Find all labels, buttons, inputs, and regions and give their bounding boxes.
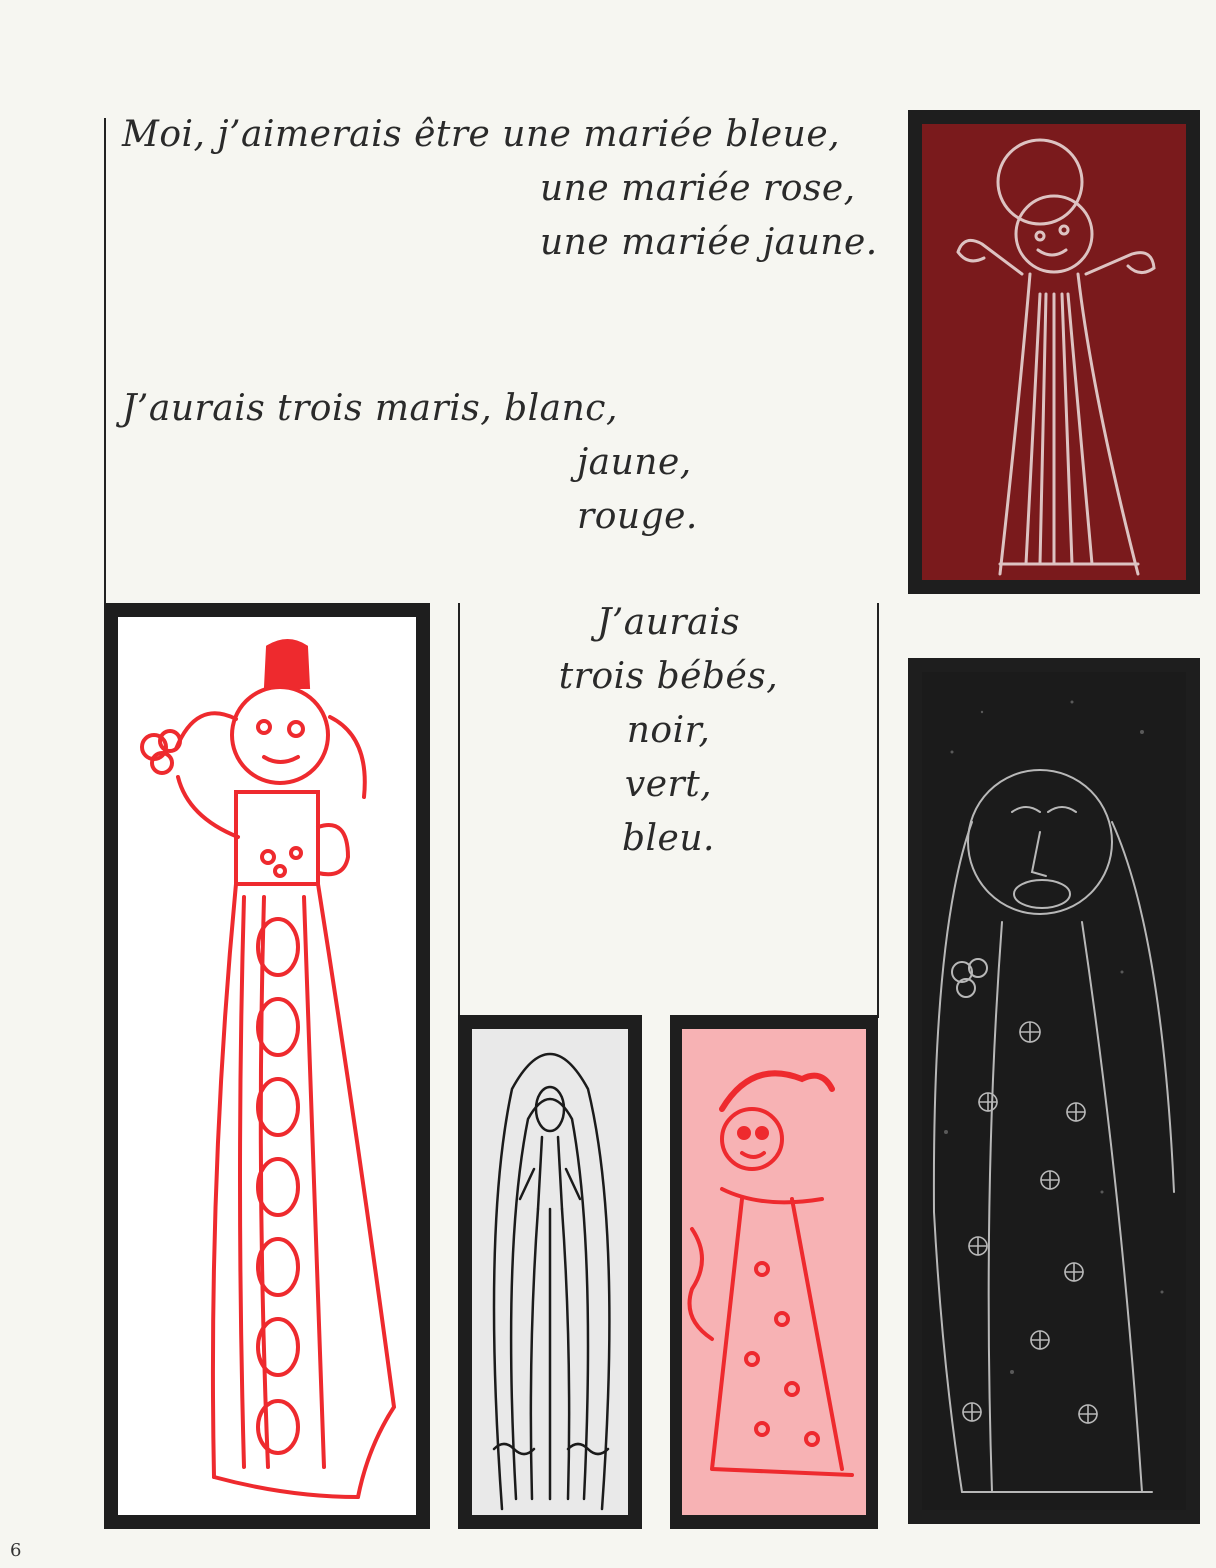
bw-bride-drawing bbox=[472, 1029, 628, 1515]
maroon-bride-drawing bbox=[922, 124, 1186, 580]
black-bride-print bbox=[922, 672, 1186, 1510]
stanza-2-line-2: jaune, bbox=[577, 442, 692, 483]
frame-top-right bbox=[908, 110, 1200, 594]
stanza-1-line-3: une mariée jaune. bbox=[540, 222, 878, 263]
stanza-3-line-3: noir, bbox=[626, 710, 711, 751]
stanza-3-line-4: vert, bbox=[624, 764, 713, 805]
stanza-1-line-1: Moi, j’aimerais être une mariée bleue, bbox=[122, 114, 841, 155]
stanza-2-line-1: J’aurais trois maris, blanc, bbox=[122, 388, 618, 429]
pink-bride-drawing bbox=[682, 1029, 866, 1515]
red-bride-print bbox=[118, 617, 416, 1515]
stanza-3 bbox=[460, 596, 877, 876]
stanza-3-line-1: J’aurais bbox=[596, 602, 741, 643]
frame-left-large bbox=[104, 603, 430, 1529]
red-bride-drawing bbox=[118, 617, 416, 1515]
maroon-bride-print bbox=[922, 124, 1186, 580]
page-number: 6 bbox=[10, 1540, 22, 1561]
black-bride-drawing bbox=[922, 672, 1186, 1510]
stanza-2-line-3: rouge. bbox=[577, 496, 698, 537]
center-vertical-rule-right bbox=[877, 603, 879, 1018]
stanza-1-line-2: une mariée rose, bbox=[540, 168, 856, 209]
stanza-3-line-5: bleu. bbox=[622, 818, 715, 859]
frame-bottom-small-bw bbox=[458, 1015, 642, 1529]
stanza-3-line-2: trois bébés, bbox=[558, 656, 779, 697]
frame-right-tall bbox=[908, 658, 1200, 1524]
pink-bride-print bbox=[682, 1029, 866, 1515]
frame-bottom-small-pink bbox=[670, 1015, 878, 1529]
bw-bride-print bbox=[472, 1029, 628, 1515]
